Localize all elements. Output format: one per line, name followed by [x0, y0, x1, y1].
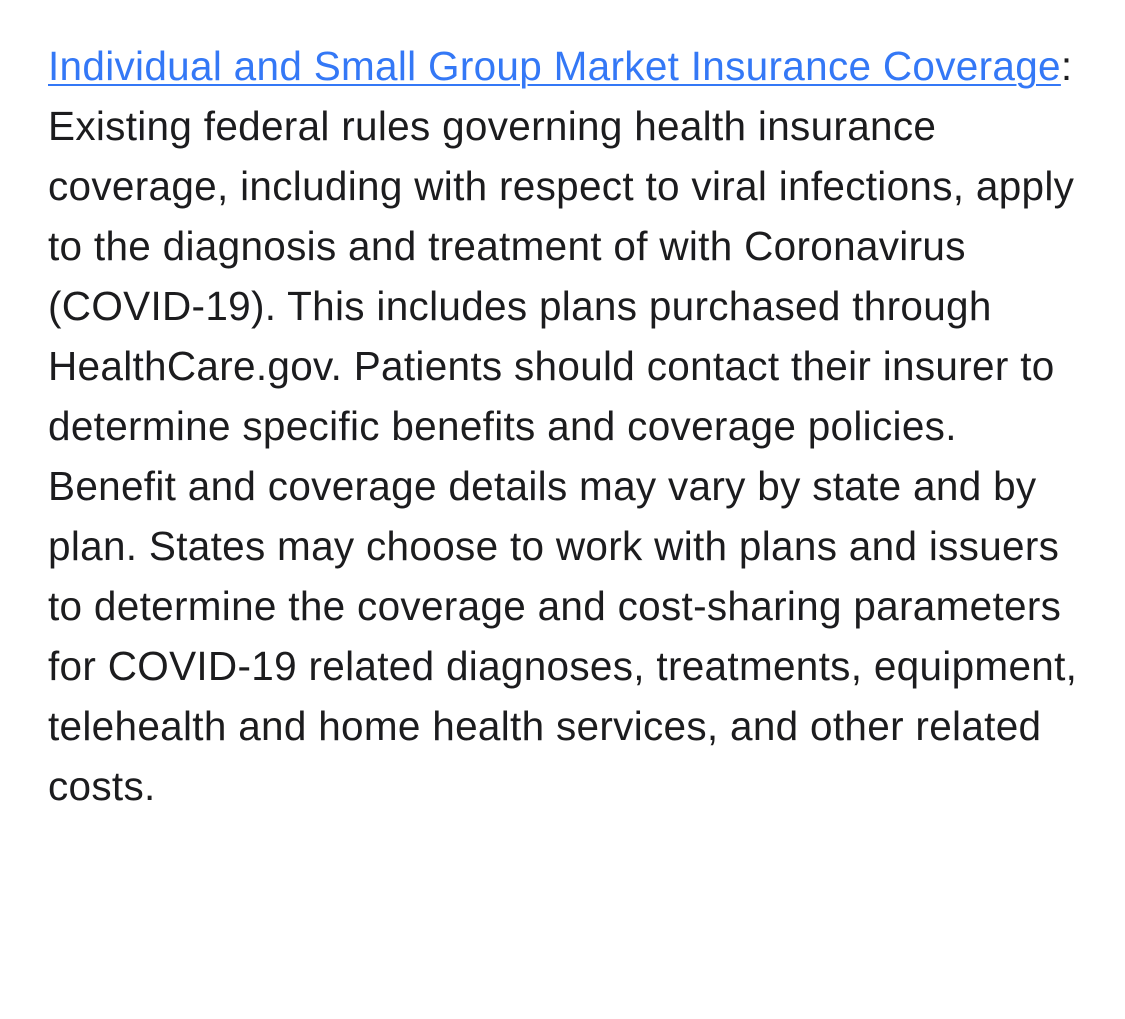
coverage-link[interactable]: Individual and Small Group Market Insurance Coverage	[48, 43, 1061, 89]
coverage-paragraph	[48, 36, 1085, 816]
coverage-body-text: Existing federal rules governing health insurance coverage, including with respect to viral infections, apply to the diagnosis and treatment of with Coronavirus (COVID-19). This includes plans purchased through HealthCare.gov. Patients should contact their insurer to determine specific benefits and coverage policies. Benefit and coverage details may vary by state and by plan. States may choose to work with plans and issuers to determine the coverage and cost-sharing parameters for COVID-19 related diagnoses, treatments, equipment, telehealth and home health services, and other related costs.	[48, 103, 1078, 809]
link-colon: :	[1060, 43, 1073, 89]
